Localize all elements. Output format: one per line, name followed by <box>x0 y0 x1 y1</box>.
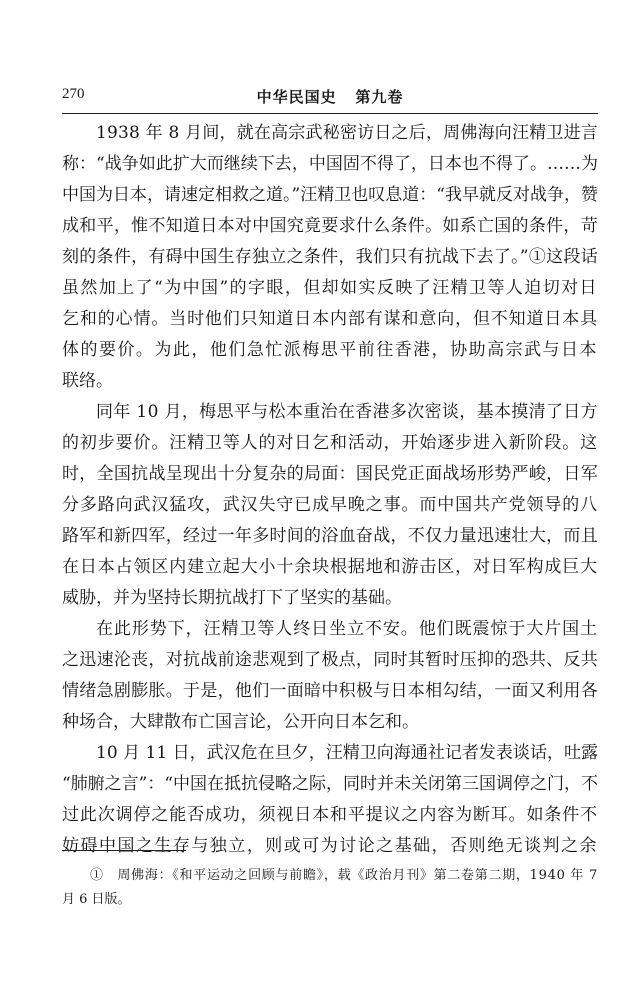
body-line: 称：“战争如此扩大而继续下去，中国固不得了，日本也不得了。……为 <box>62 154 598 174</box>
body-line: 虽然加上了“为中国”的字眼，但却如实反映了汪精卫等人迫切对日 <box>62 278 598 298</box>
body-line: 同年 10 月，梅思平与松本重治在香港多次密谈，基本摸清了日方 <box>96 402 598 422</box>
body-line: 过此次调停之能否成功，须视日本和平提议之内容为断耳。如条件不 <box>62 805 598 825</box>
body-line: 10 月 11 日，武汉危在旦夕，汪精卫向海通社记者发表谈话，吐露 <box>96 743 598 763</box>
footnote-line: 月 6 日版。 <box>62 892 131 907</box>
body-line: 中国为日本，请速定相救之道。”汪精卫也叹息道：“我早就反对战争，赞 <box>62 185 598 205</box>
body-line: 分多路向武汉猛攻，武汉失守已成早晚之事。而中国共产党领导的八 <box>62 495 598 515</box>
page-header <box>62 86 598 108</box>
body-line: “肺腑之言”：“中国在抵抗侵略之际，同时并未关闭第三国调停之门，不 <box>62 774 598 794</box>
body-line: 乞和的心情。当时他们只知道日本内部有谋和意向，但不知道日本具 <box>62 309 598 329</box>
running-title: 中华民国史 第九卷 <box>256 88 404 106</box>
body-line: 在日本占领区内建立起大小十余块根据地和游击区，对日军构成巨大 <box>62 557 598 577</box>
footnote-rule <box>62 850 186 851</box>
body-line: 路军和新四军，经过一年多时间的浴血奋战，不仅力量迅速壮大，而且 <box>62 526 598 546</box>
body-line: 体的要价。为此，他们急忙派梅思平前往香港，协助高宗武与日本 <box>62 340 598 360</box>
body-line: 威胁，并为坚持长期抗战打下了坚实的基础。 <box>62 588 402 608</box>
body-line: 时，全国抗战呈现出十分复杂的局面：国民党正面战场形势严峻，日军 <box>62 464 598 484</box>
body-line: 联络。 <box>62 371 113 391</box>
body-line: 种场合，大肆散布亡国言论，公开向日本乞和。 <box>62 712 419 732</box>
body-line: 1938 年 8 月间，就在高宗武秘密访日之后，周佛海向汪精卫进言 <box>96 123 598 143</box>
body-line: 成和平，惟不知道日本对中国究竟要求什么条件。如系亡国的条件，苛 <box>62 216 598 236</box>
body-line: 妨碍中国之生存与独立，则或可为讨论之基础，否则绝无谈判之余 <box>62 836 598 856</box>
body-line: 刻的条件，有碍中国生存独立之条件，我们只有抗战下去了。”①这段话 <box>62 247 598 267</box>
page-number: 270 <box>62 86 85 102</box>
body-line: 情绪急剧膨胀。于是，他们一面暗中积极与日本相勾结，一面又利用各 <box>62 681 598 701</box>
header-rule <box>62 113 598 114</box>
body-line: 在此形势下，汪精卫等人终日坐立不安。他们既震惊于大片国土 <box>96 619 598 639</box>
body-text <box>62 118 598 862</box>
footnote-line: ① 周佛海：《和平运动之回顾与前瞻》，载《政治月刊》第二卷第二期，1940 年 7 <box>90 868 598 883</box>
footnotes <box>62 864 598 912</box>
body-line: 之迅速沦丧，对抗战前途悲观到了极点，同时其暂时压抑的恐共、反共 <box>62 650 598 670</box>
body-line: 的初步要价。汪精卫等人的对日乞和活动，开始逐步进入新阶段。这 <box>62 433 598 453</box>
